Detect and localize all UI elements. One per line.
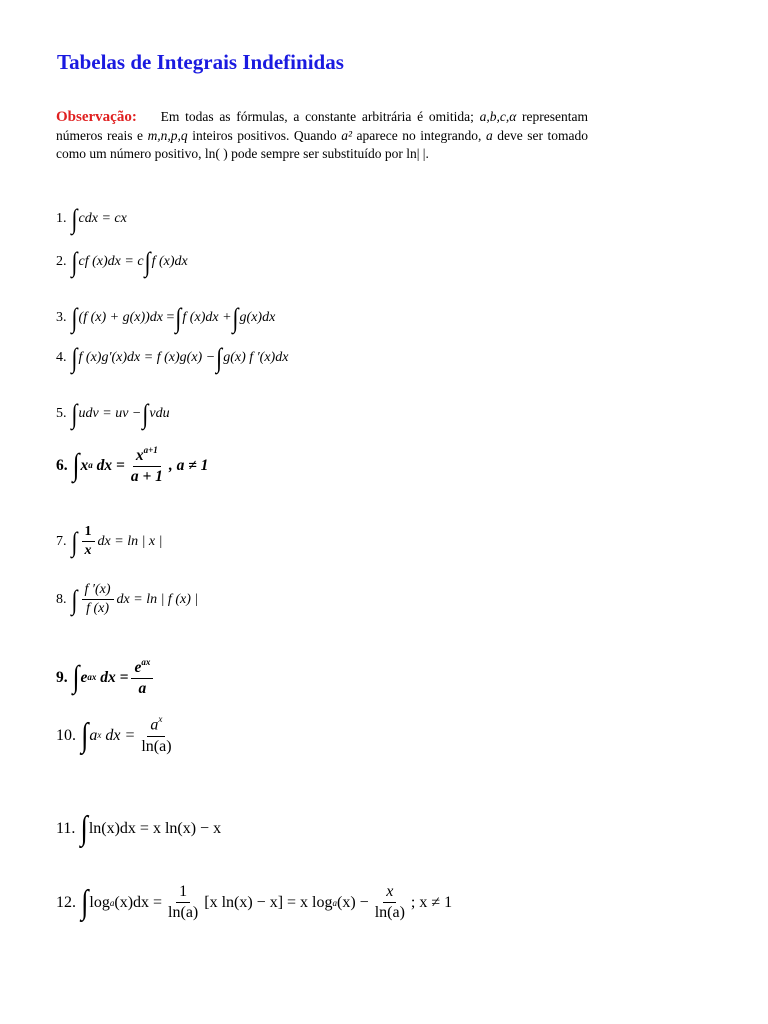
integral-icon: ∫ xyxy=(81,883,89,922)
observation-text-6: ln| |. xyxy=(406,146,429,161)
observation-text-5: deve ser tomado como um número positivo, ln( ) pode sempre ser substituído por xyxy=(56,127,588,161)
observation-label: Observação: xyxy=(56,109,137,125)
integral-icon: ∫ xyxy=(71,245,78,277)
integral-icon: ∫ xyxy=(71,397,78,429)
integral-icon: ∫ xyxy=(72,661,80,695)
page-title: Tabelas de Integrais Indefinidas xyxy=(57,50,344,74)
observation-vars-int: m,n,p,q xyxy=(147,127,188,143)
formula-8: 8. ∫ $\frac{f '(x)}{f (x)}$ dx = ln | f (x) | xyxy=(56,582,199,617)
observation-paragraph xyxy=(56,108,588,164)
integral-icon: ∫ xyxy=(80,809,88,847)
formula-4: 4. ∫ f (x)g′(x)dx = f (x)g(x) − ∫ g(x) f ′(x)dx xyxy=(56,341,289,373)
fraction: $\frac{1}{\ln(a)}$ xyxy=(168,883,199,922)
observation-a-squared: a² xyxy=(341,127,352,143)
integral-icon: ∫ xyxy=(216,341,223,373)
formula-6: 6. ∫ x $^a$ dx = $\frac{x^{a+1}}{a + 1}$ , a ≠ 1 xyxy=(56,445,209,485)
formula-12: 12. ∫ log a (x)dx = $\frac{1}{\ln(a)}$ [x ln(x) − x] = x log a (x) − $\frac{x}{\ln(a)}$ ; x ≠ 1 xyxy=(56,883,453,922)
fraction: $\frac{a^x}{\ln(a)}$ xyxy=(141,714,172,755)
integral-icon: ∫ xyxy=(71,583,78,615)
formula-9: 9. ∫ e $^{ax}$ dx = $\frac{e^{ax}}{a}$ xyxy=(56,658,156,698)
observation-a: a xyxy=(485,127,493,143)
formula-5: 5. ∫ udv = uv − ∫ vdu xyxy=(56,397,170,429)
formula-1: 1. ∫ cdx = cx xyxy=(56,202,127,234)
fraction: $\frac{x}{\ln(a)}$ xyxy=(374,883,405,922)
integral-icon: ∫ xyxy=(81,716,89,754)
fraction: $\frac{f '(x)}{f (x)}$ xyxy=(82,582,114,617)
observation-text-4: aparece no integrando, xyxy=(356,127,482,143)
formula-7: 7. ∫ $\frac{1}{x}$ dx = ln | x | xyxy=(56,524,163,559)
fraction: $\frac{1}{x}$ xyxy=(82,524,95,559)
integral-icon: ∫ xyxy=(144,245,151,277)
integral-icon: ∫ xyxy=(71,202,78,234)
observation-text-1: Em todas as fórmulas, a constante arbitrária é omitida; xyxy=(160,109,474,124)
integral-icon: ∫ xyxy=(232,301,239,333)
observation-text-3: inteiros positivos. Quando xyxy=(192,127,337,143)
observation-vars-real: a,b,c,α xyxy=(479,109,517,124)
integral-icon: ∫ xyxy=(72,449,80,483)
formula-2: 2. ∫ cf (x)dx = c ∫ f (x)dx xyxy=(56,245,188,277)
integral-icon: ∫ xyxy=(71,341,78,373)
formula-11: 11. ∫ ln(x)dx = x ln(x) − x xyxy=(56,809,222,847)
integral-icon: ∫ xyxy=(71,525,78,557)
formula-3: 3. ∫ (f (x) + g(x))dx = ∫ f (x)dx + ∫ g(x)dx xyxy=(56,301,276,333)
fraction: $\frac{x^{a+1}}{a + 1}$ xyxy=(130,445,163,485)
fraction: $\frac{e^{ax}}{a}$ xyxy=(131,658,153,698)
observation-text-2: representam números reais e xyxy=(56,109,589,143)
integral-icon: ∫ xyxy=(71,301,78,333)
formula-10: 10. ∫ a $^x$ dx = $\frac{a^x}{\ln(a)}$ xyxy=(56,715,178,756)
integral-icon: ∫ xyxy=(142,397,149,429)
integral-icon: ∫ xyxy=(175,301,182,333)
